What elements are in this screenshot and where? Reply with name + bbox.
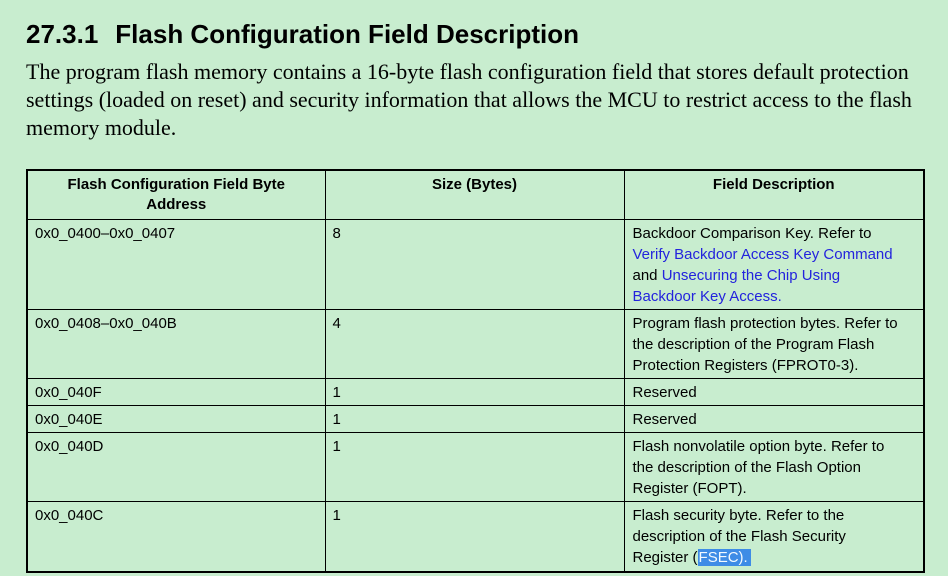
byte-address-cell: 0x0_040E <box>27 406 325 433</box>
description-text: and <box>632 267 662 284</box>
description-text: Flash security byte. Refer to the description of the Flash Security Register ( <box>632 507 846 566</box>
byte-address-cell: 0x0_040C <box>27 502 325 572</box>
byte-address-cell: 0x0_0400–0x0_0407 <box>27 220 325 310</box>
field-description-cell <box>624 502 924 572</box>
description-text: Reserved <box>632 384 697 401</box>
field-description-cell <box>624 433 924 502</box>
size-cell: 1 <box>325 502 624 572</box>
intro-paragraph: The program flash memory contains a 16-byte flash configuration field that stores default protection settings (loaded on reset) and security information that allows the MCU to restrict access to the flash memory module. <box>26 59 912 140</box>
table-row <box>27 433 924 502</box>
table-row <box>27 220 924 310</box>
page-title: Flash Configuration Field Description <box>115 19 579 49</box>
description-text: Reserved <box>632 411 697 428</box>
description-text: Program flash protection bytes. Refer to the description of the Program Flash Protection Registers (FPROT0-3). <box>632 315 898 374</box>
selected-text-highlight: FSEC). <box>698 549 751 566</box>
size-cell: 4 <box>325 310 624 379</box>
description-text: Flash nonvolatile option byte. Refer to the description of the Flash Option Register (FOPT). <box>632 438 885 497</box>
table-row <box>27 379 924 406</box>
size-cell: 8 <box>325 220 624 310</box>
section-number: 27.3.1 <box>26 19 99 49</box>
byte-address-cell: 0x0_0408–0x0_040B <box>27 310 325 379</box>
table-row <box>27 406 924 433</box>
field-description-cell <box>624 379 924 406</box>
field-description-cell <box>624 310 924 379</box>
cross-reference-link[interactable]: Verify Backdoor Access Key Command <box>632 246 893 263</box>
column-header-size: Size (Bytes) <box>325 170 624 220</box>
size-cell: 1 <box>325 379 624 406</box>
column-header-byte-address: Flash Configuration Field Byte Address <box>27 170 325 220</box>
table-header-row <box>27 170 924 220</box>
table-row <box>27 310 924 379</box>
size-cell: 1 <box>325 406 624 433</box>
byte-address-cell: 0x0_040F <box>27 379 325 406</box>
byte-address-cell: 0x0_040D <box>27 433 325 502</box>
cross-reference-link[interactable]: Unsecuring the Chip Using Backdoor Key Access. <box>632 267 841 305</box>
section-heading <box>26 19 922 49</box>
field-description-cell <box>624 220 924 310</box>
description-text: Backdoor Comparison Key. Refer to <box>632 225 872 242</box>
table-row <box>27 502 924 572</box>
flash-config-field-table <box>26 169 925 573</box>
size-cell: 1 <box>325 433 624 502</box>
column-header-field-description: Field Description <box>624 170 924 220</box>
field-description-cell <box>624 406 924 433</box>
